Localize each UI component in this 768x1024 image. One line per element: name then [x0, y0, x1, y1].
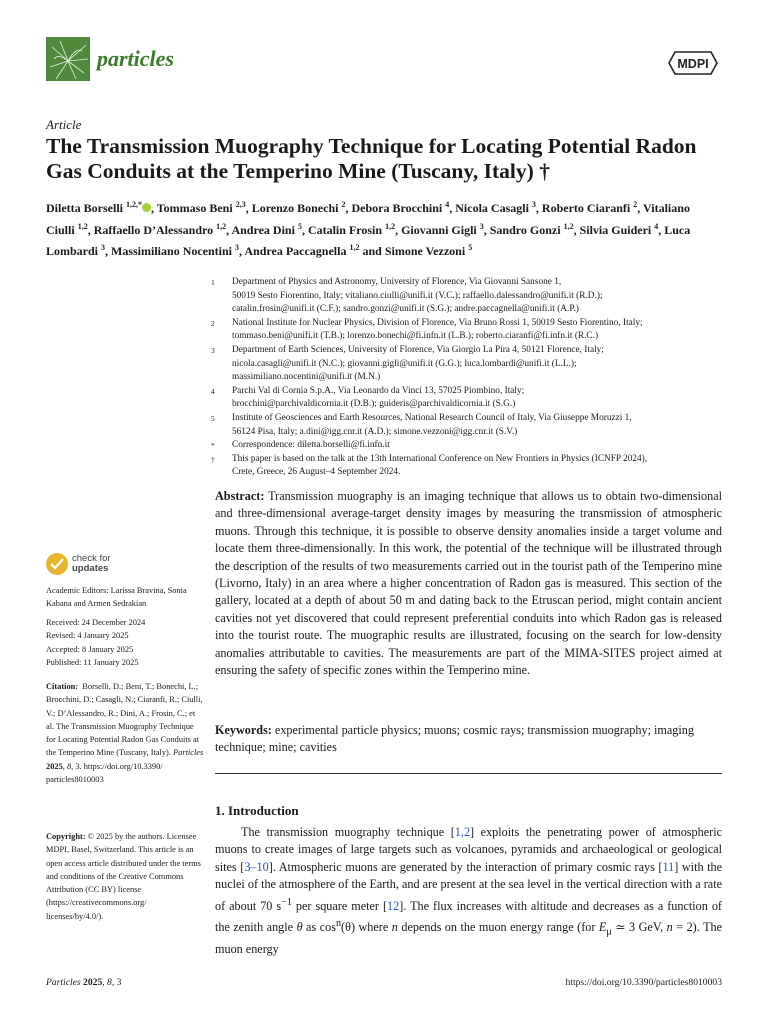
citation-link[interactable]: 1,2 [454, 825, 471, 839]
affiliation-line: Parchi Val di Cornia S.p.A., Via Leonardo da Vinci 13, 57025 Piombino, Italy; [232, 385, 525, 396]
affiliation-line: National Institute for Nuclear Physics, Division of Florence, Via Bruno Rossi 1, 50019 Sesto Fiorentino, Italy; [232, 317, 643, 328]
affiliation-mark: 3 [211, 345, 215, 355]
math-var: E [598, 920, 607, 935]
author-affil-sup: 3 [235, 243, 240, 252]
citation-year: 2025 [46, 761, 63, 771]
math-var: n [666, 920, 673, 935]
affiliations-list [206, 276, 726, 480]
affiliation-line: massimiliano.nocentini@unifi.it (M.N.) [232, 372, 381, 383]
copyright-text: © 2025 by the authors. Licensee MDPI, Basel, Switzerland. This article is an open access article distributed under the terms and conditions of the Creative Commons Attribution (CC BY) license (https://creativecommons.org/ licenses/by/4.0/). [46, 832, 201, 921]
citation-volume: 8 [66, 761, 72, 771]
affiliation-mark: 1 [211, 278, 215, 287]
author-name[interactable]: Sandro Gonzi [489, 222, 561, 237]
paragraph [215, 824, 722, 958]
author-name[interactable]: Simone Vezzoni [384, 244, 466, 258]
check-for-updates-badge[interactable] [46, 553, 166, 579]
author-affil-sup: 3 [531, 200, 536, 209]
author-affil-sup: 1,2 [385, 221, 396, 231]
keywords [215, 722, 722, 757]
author-name[interactable]: Andrea Paccagnella [244, 244, 347, 258]
author-affil-sup: 1,2,* [125, 200, 142, 209]
check-for-updates-label [72, 554, 111, 574]
accepted-date: Accepted: 8 January 2025 [46, 644, 134, 654]
affiliation-line: brocchini@parchivaldicornia.it (D.B.); guideris@parchivaldicornia.it (S.G.) [232, 399, 516, 410]
author-affil-sup: 2 [341, 200, 346, 209]
author-name[interactable]: Roberto Ciaranfi [541, 201, 631, 215]
revised-date: Revised: 4 January 2025 [46, 631, 129, 641]
citation-link[interactable]: 11 [662, 859, 675, 874]
text-run: ] exploits the penetrating power of atmospheric muons to create images of large targets such as volcanoes, pyramids and archaeological or geological sites [ [215, 825, 722, 874]
affiliation-line: 56124 Pisa, Italy; a.dini@igg.cnr.it (A.D.); simone.vezzoni@igg.cnr.it (S.V.) [232, 426, 518, 437]
text-run: ]. Atmospheric muons are generated by the interaction of primary cosmic rays [ [268, 859, 663, 874]
keywords-text: experimental particle physics; muons; cosmic rays; transmission muography; imaging technique; mine; cavities [215, 723, 694, 755]
received-date: Received: 24 December 2024 [46, 618, 146, 627]
abstract [215, 488, 722, 679]
text-run: = 2). The muon energy [215, 920, 723, 956]
citation-text: Borselli, D.; Beni, T.; Bonechi, L.; Brocchini, D.; Casagli, N.; Ciaranfi, R.; Ciulli, V.; D’Alessandro, R.; Dini, A.; Frosin, C.; et al. The Transmission Muography Technique for Locating Potential Radon Gas Conduits at the Temperino Mine (Tuscany, Italy). [46, 682, 203, 758]
affiliation-item [206, 344, 726, 385]
author-name[interactable]: Giovanni Gigli [401, 222, 477, 237]
superscript: n [335, 918, 342, 930]
author-name[interactable]: Silvia Guideri [579, 222, 652, 237]
math-var: θ [296, 920, 303, 935]
academic-editors: Academic Editors: Larissa Bravina, Sonia Kabana and Armen Sedrakian [46, 586, 187, 609]
history-dates [46, 616, 204, 669]
footer-journal: Particles [46, 977, 81, 988]
author-name[interactable]: Vitaliano Ciulli [46, 201, 690, 237]
text-run: (θ) where [341, 920, 392, 935]
affiliation-line: This paper is based on the talk at the 13th International Conference on New Frontiers in Physics (ICNFP 2024), [232, 453, 648, 464]
author-list: Diletta Borselli $^{1,2,*}$ , Tommaso Beni $^{2,3}$, Lorenzo Bonechi $^2$, Debora Brocchini $^4$, Nicola Casagli $^3$, Roberto Ciaranfi $^2$, Vitaliano Ciulli $^{1,2}$, Raffaello D’Alessandro $^{1,2}$, Andrea Dini $^5$, Catalin Frosin $^{1,2}$, Giovanni Gigli $^3$, Sandro Gonzi $^{1,2}$, Silvia Guideri $^4$, Luca Lombardi $^3$, Massimiliano Nocentini $^3$, Andrea Paccagnella $^{1,2}$ and Simone Vezzoni $^5$ [46, 200, 691, 258]
author-affil-sup: 5 [297, 221, 302, 231]
section-heading: 1. Introduction [215, 803, 299, 818]
author-name[interactable]: Catalin Frosin [307, 222, 383, 237]
check-for-text: check for [72, 553, 111, 564]
text-run: per square meter [ [291, 898, 388, 913]
mdpi-logo-text: MDPI [677, 57, 709, 71]
text-run: ≃ 3 GeV, [611, 920, 667, 935]
affiliation-line: Institute of Geosciences and Earth Resources, National Research Council of Italy, Via Giuseppe Moruzzi 1, [232, 412, 632, 423]
affiliation-line: nicola.casagli@unifi.it (N.C.); giovanni.gigli@unifi.it (G.G.); luca.lombardi@unifi.it (L.L.); [232, 358, 577, 369]
citation-link[interactable]: 3–10 [244, 859, 269, 874]
author-name[interactable]: Diletta Borselli [46, 201, 123, 215]
footer-citation: Particles 2025, 8, 3 [46, 977, 122, 988]
affiliation-mark: 4 [211, 386, 215, 396]
text-run: The transmission muography technique [ [241, 825, 455, 839]
check-icon [46, 553, 68, 575]
footer-year: 2025 [83, 977, 103, 988]
title-dagger: † [539, 159, 550, 183]
author-name[interactable]: Tommaso Beni [156, 201, 233, 215]
subscript: μ [606, 926, 612, 938]
copyright-block [46, 830, 204, 923]
author-name[interactable]: Andrea Dini [231, 222, 295, 237]
orcid-icon[interactable] [142, 203, 151, 212]
author-affil-sup: 2,3 [235, 200, 246, 209]
citation-label: Citation: [46, 682, 79, 691]
affiliation-line: Crete, Greece, 26 August–4 September 2024. [232, 467, 401, 478]
updates-text: updates [72, 563, 109, 574]
author-affil-sup: 4 [654, 221, 659, 231]
text-run: depends on the muon energy range (for [397, 920, 599, 935]
affiliation-item [206, 276, 726, 317]
conference-note [206, 453, 726, 480]
text-run: ]. The flux increases with altitude and decreases as a function of the zenith angle [215, 898, 722, 935]
affiliation-mark: 5 [211, 413, 215, 423]
citation-link[interactable]: 12 [387, 898, 400, 913]
citation-block: Citation: Borselli, D.; Beni, T.; Bonechi, L.; Brocchini, D.; Casagli, N.; Ciaranfi, R.; Ciulli, V.; D’Alessandro, R.; Dini, A.; Frosin, C.; et al. The Transmission Muography Technique for Locating Potential Radon Gas Conduits at the Temperino Mine (Tuscany, Italy). Particles 2025, 8, 3. https://doi.org/10.3390/ particles8010003 [46, 682, 204, 785]
author-affil-sup: 3 [479, 221, 484, 231]
text-run: as cos [302, 920, 336, 935]
author-affil-sup: 1,2 [77, 221, 88, 231]
abstract-label: Abstract: [215, 489, 265, 503]
author-affil-sup: 4 [445, 200, 450, 209]
footer-volume: 8 [107, 977, 112, 988]
copyright-label: Copyright: [46, 832, 86, 841]
author-affil-sup: 2 [633, 200, 638, 209]
affiliation-mark: 2 [211, 318, 215, 328]
affiliation-line: catalin.frosin@unifi.it (C.F.); sandro.gonzi@unifi.it (S.G.); andre.paccagnella@unifi.it (A.P.) [232, 304, 579, 315]
author-name[interactable]: Raffaello D’Alessandro [93, 222, 214, 237]
affiliation-item [206, 317, 726, 344]
author-affil-sup: 3 [101, 243, 106, 252]
author-affil-sup: 1,2 [563, 221, 574, 231]
affiliation-line: Department of Earth Sciences, University of Florence, Via Giorgio La Pira 4, 50121 Florence, Italy; [232, 344, 604, 355]
and-word: and [362, 244, 382, 258]
article-type-label: Article [46, 117, 82, 132]
published-date: Published: 11 January 2025 [46, 657, 139, 667]
section-divider [215, 773, 722, 774]
author-affil-sup: 1,2 [216, 221, 227, 231]
affiliation-item [206, 385, 726, 412]
correspondence-email[interactable]: Correspondence: diletta.borselli@fi.infn.it [232, 440, 390, 451]
citation-journal: Particles [173, 748, 204, 758]
journal-logo [46, 37, 90, 81]
correspondence-item [206, 439, 726, 453]
particle-tracks-icon [46, 37, 90, 81]
author-name[interactable]: Lorenzo Bonechi [251, 201, 339, 215]
author-name[interactable]: Luca Lombardi [46, 222, 691, 258]
title-text: The Transmission Muography Technique for Locating Potential Radon Gas Conduits at the Temperino Mine (Tuscany, Italy) [46, 134, 697, 183]
mdpi-logo[interactable] [667, 50, 719, 76]
affiliation-item [206, 412, 726, 439]
affiliation-line: 50019 Sesto Fiorentino, Italy; vitaliano.ciulli@unifi.it (V.C.); raffaello.dalessandro@unifi.it (R.D.); [232, 290, 603, 301]
author-affil-sup: 1,2 [349, 243, 360, 252]
author-affil-sup: 5 [468, 243, 473, 252]
citation-doi[interactable]: , 3. https://doi.org/10.3390/ particles8010003 [46, 761, 163, 785]
affiliation-mark: † [211, 454, 215, 464]
author-name[interactable]: Massimiliano Nocentini [111, 244, 233, 258]
journal-name[interactable]: particles [97, 46, 174, 71]
math-var: n [391, 920, 398, 935]
superscript: −1 [281, 896, 292, 908]
abstract-text: Transmission muography is an imaging technique that allows us to obtain two-dimensional and three-dimensional average-target density images by measuring the transmission of atmospheric muons. Through this technique, it is possible to observe density anomalies inside a target volume and locate them three-dimensionally. In this work, the potential of the technique will be illustrated through the description of the results of two measurements carried out in the tourist path of the Temperino mine (Livorno, Italy) in an area where a higher concentration of Radon gas is measured. This section of the gallery, located at a depth of about 50 m and dating back to the Etruscan period, might contain ancient cavities not yet discovered that could represent preferential conduits into which Radon gas is released into the tourist route. The muographic results are illustrated, focusing on the search for low-density anomalies attributable to cavities. The measurements are part of the MIMA-SITES project aimed at ensuring the safety of specific zones within the Temperino mine. [215, 489, 723, 678]
keywords-label: Keywords: [215, 723, 272, 737]
text-run: ] with the nuclei of the atmosphere of the Earth, and are present at the sea level in the vertical direction with a rate of about 70 s [215, 859, 723, 913]
affiliation-line: Department of Physics and Astronomy, University of Florence, Via Giovanni Sansone 1, [232, 277, 562, 287]
affiliation-line: tommaso.beni@unifi.it (T.B.); lorenzo.bonechi@fi.infn.it (L.B.); roberto.ciaranfi@fi.infn.it (R.C.) [232, 331, 599, 342]
author-name[interactable]: Debora Brocchini [351, 201, 443, 215]
footer-page: , 3 [111, 977, 122, 988]
author-name[interactable]: Nicola Casagli [455, 201, 529, 215]
introduction-body [215, 824, 722, 958]
page-title [46, 134, 736, 184]
affiliation-mark: * [211, 441, 215, 451]
footer-doi-link[interactable]: https://doi.org/10.3390/particles8010003 [565, 977, 722, 988]
